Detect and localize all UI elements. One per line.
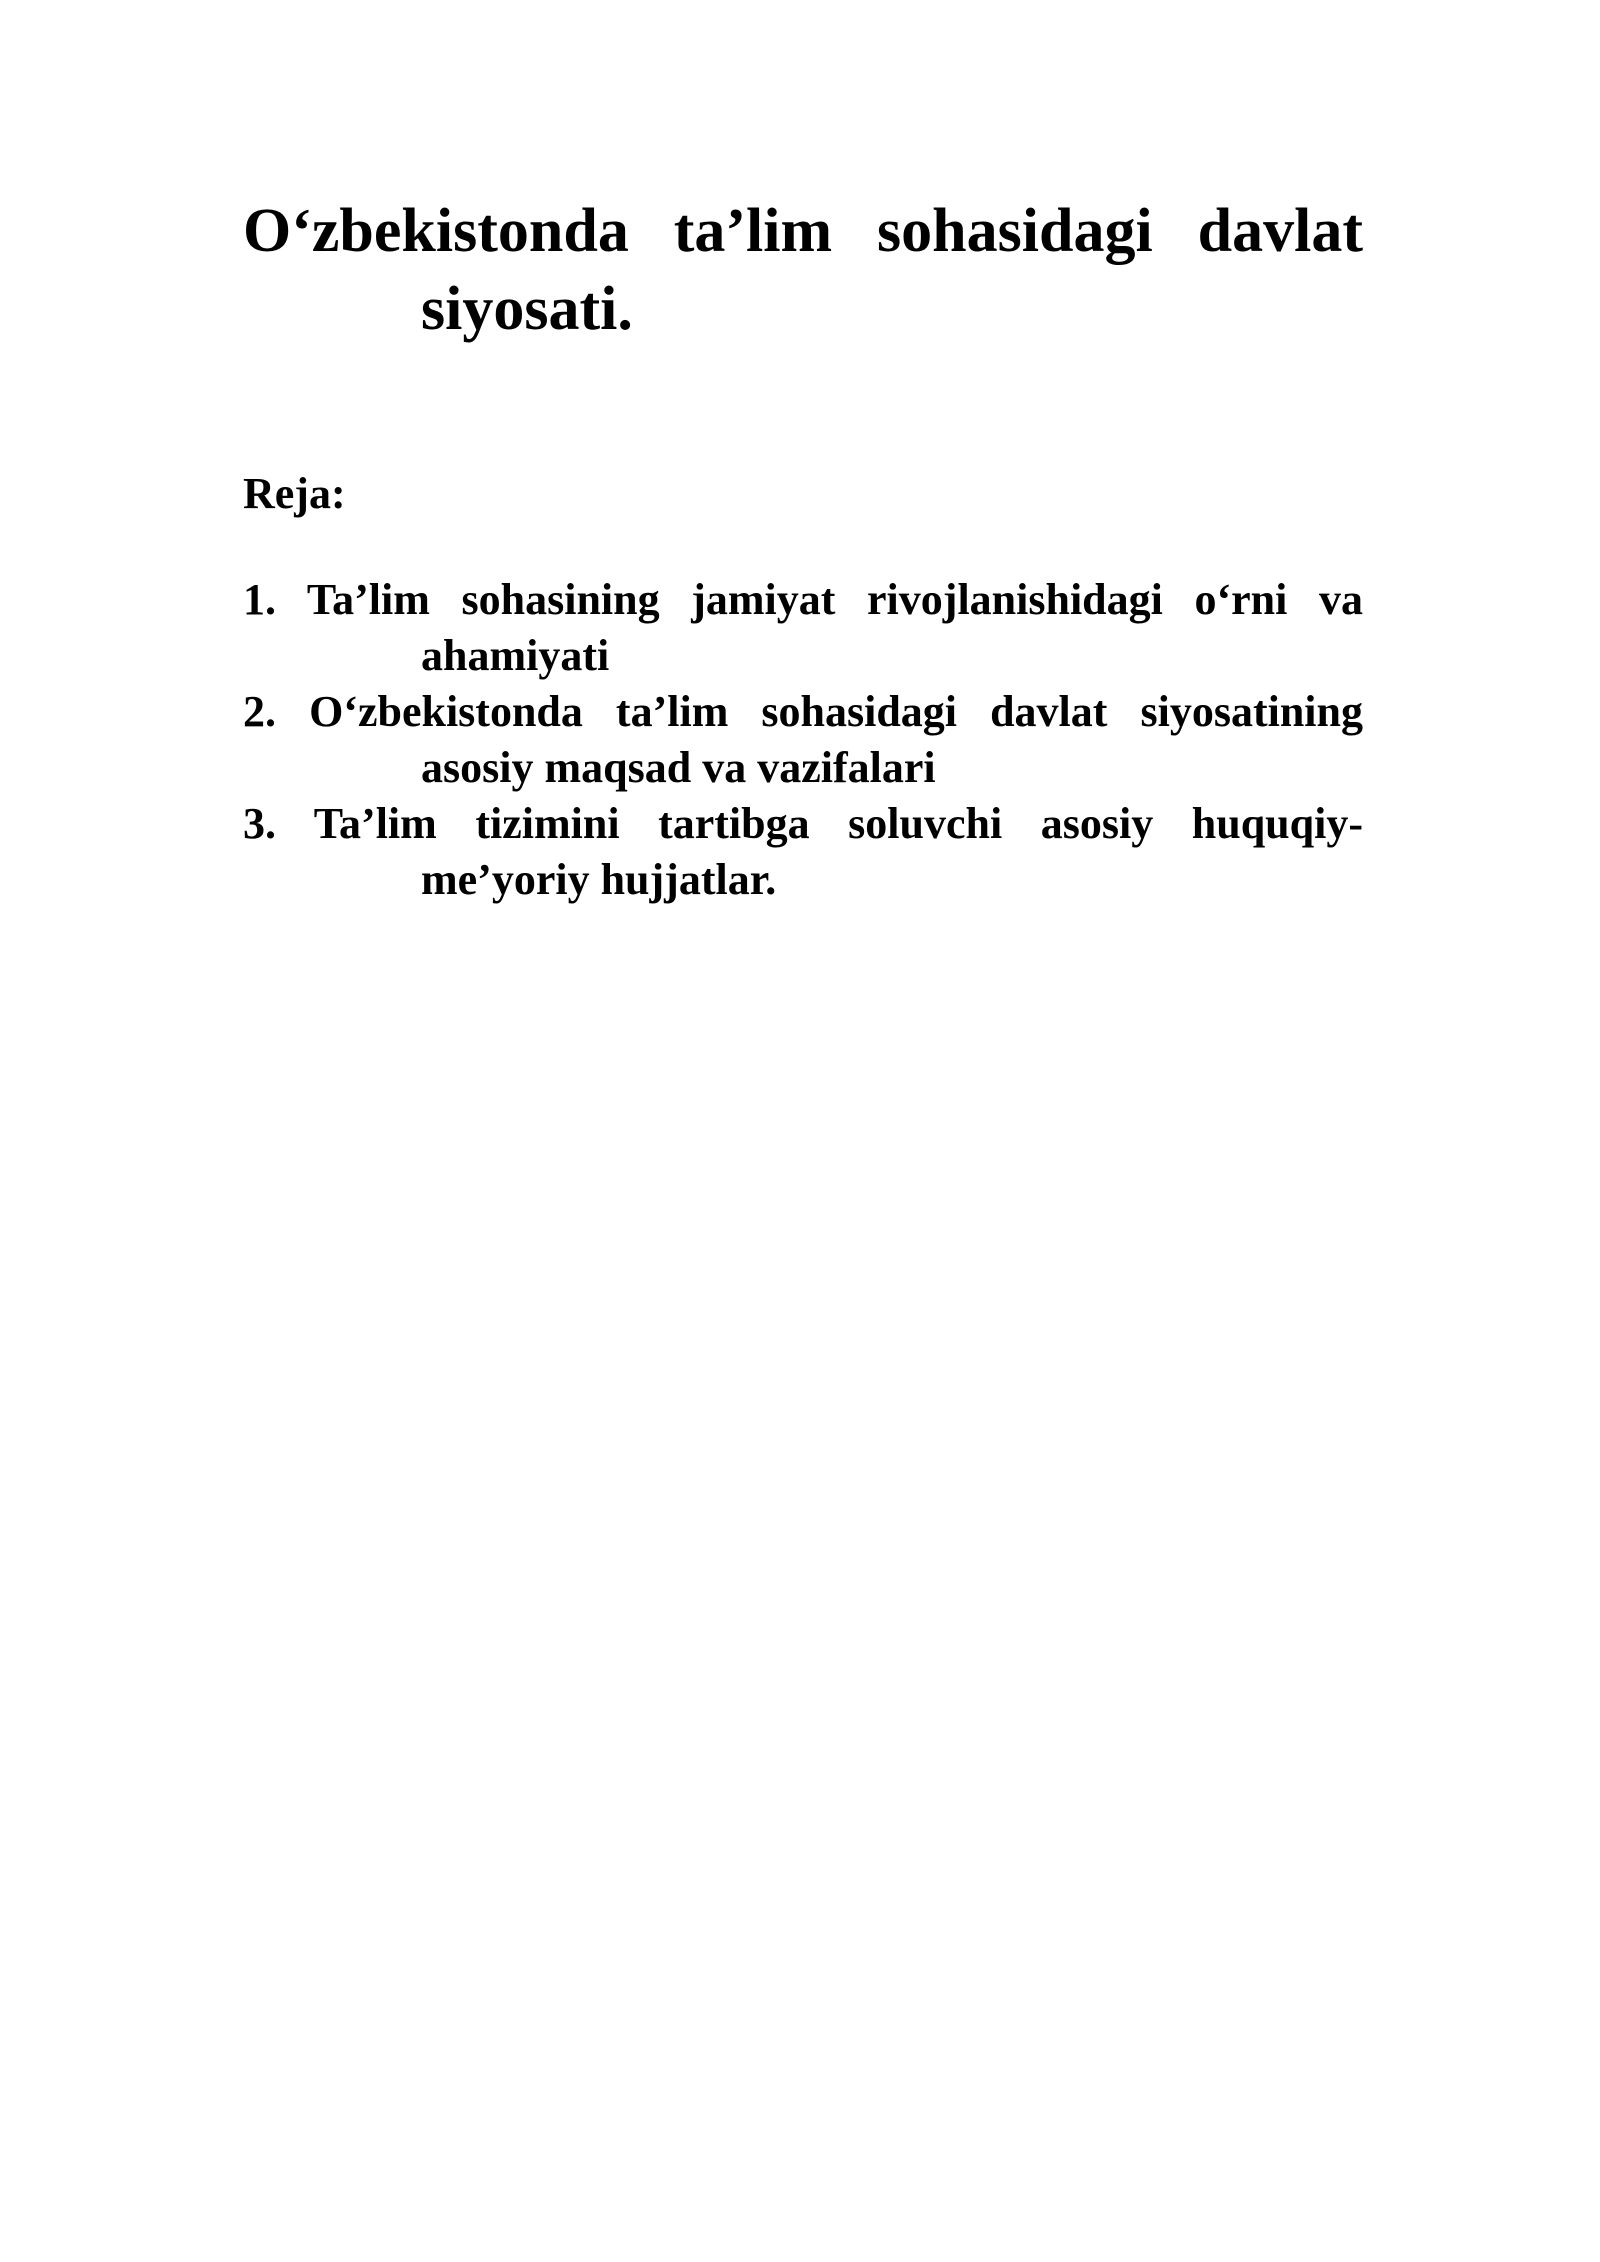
plan-item-2 [243,684,1363,796]
plan-item-3 [243,796,1363,908]
plan-item-number: 2. [243,687,276,736]
plan-item-text: Ta’lim tizimini tartibga soluvchi asosiy huquqiy-me’yoriy hujjatlar. [313,799,1363,904]
document-title: O‘zbekistonda ta’lim sohasidagi davlat siyosati. [243,197,1363,343]
plan-list [243,572,1363,908]
plan-item-number: 1. [243,575,276,624]
plan-item-number: 3. [243,799,276,848]
plan-item-1 [243,572,1363,684]
document-content [243,192,1363,908]
plan-item-text: O‘zbekistonda ta’lim sohasidagi davlat siyosatining asosiy maqsad va vazifalari [309,687,1363,792]
plan-heading: Reja: [243,469,346,518]
plan-item-text: Ta’lim sohasining jamiyat rivojlanishidagi o‘rni va ahamiyati [306,575,1363,680]
